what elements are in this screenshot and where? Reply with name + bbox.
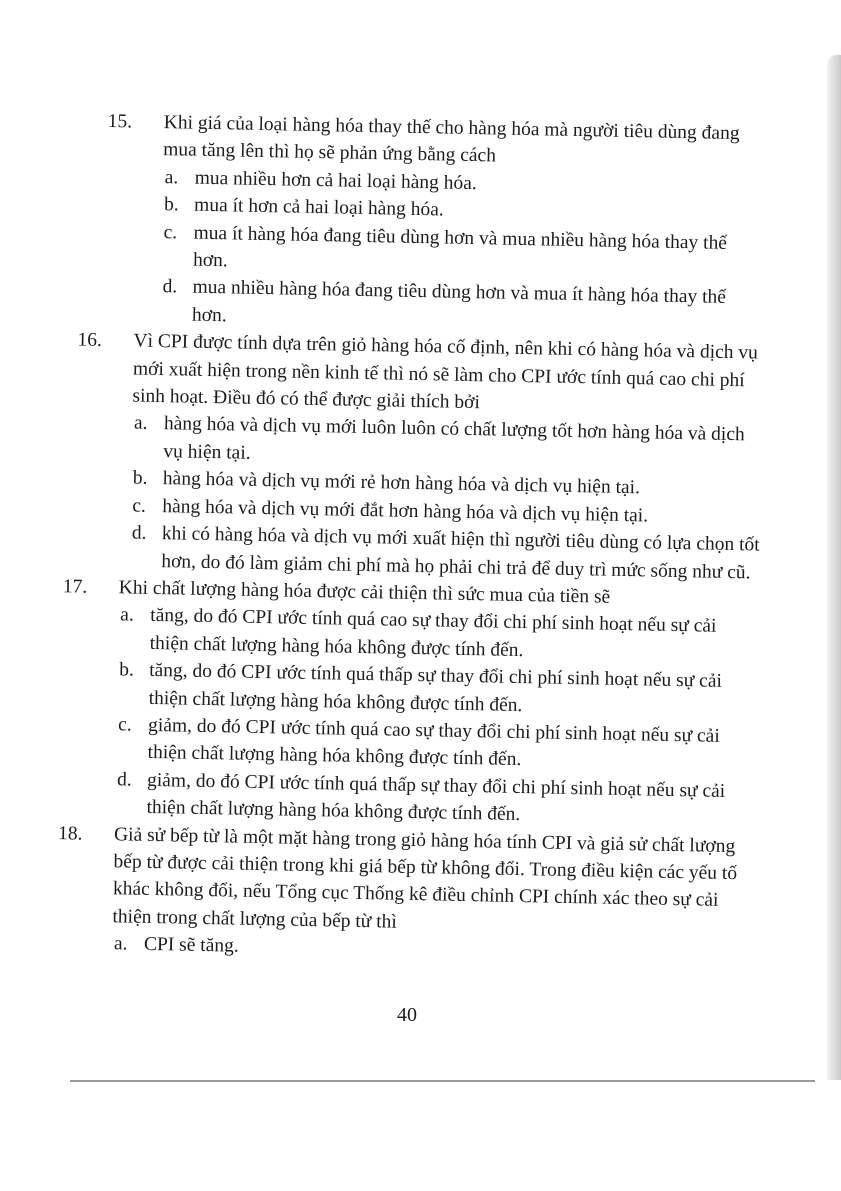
- option-text: khi có hàng hóa và dịch vụ mới xuất hiện thì người tiêu dùng có lựa chọn tốt hơn, do đó làm giảm chi phí mà họ phải chi trả để duy trì mức sống như cũ.: [161, 523, 760, 583]
- question-stem: Khi giá của loại hàng hóa thay thế cho hàng hóa mà người tiêu dùng đang mua tăng lên thì họ sẽ phản ứng bằng cách: [163, 112, 740, 167]
- question-number: 16.: [77, 329, 103, 352]
- option-text: hàng hóa và dịch vụ mới luôn luôn có chất lượng tốt hơn hàng hóa và dịch vụ hiện tại.: [163, 413, 745, 464]
- question-stem: Vì CPI được tính dựa trên giỏ hàng hóa cố định, nên khi có hàng hóa và dịch vụ mới xuất hiện trong nền kinh tế thì nó sẽ làm cho CPI ước tính quá cao chi phí sinh hoạt. Điều đó có thể được giải thích bởi: [132, 330, 759, 414]
- option-label: b.: [119, 659, 135, 681]
- question-list: [57, 108, 768, 970]
- option-label: c.: [163, 221, 178, 243]
- option-text: mua ít hơn cả hai loại hàng hóa.: [193, 194, 444, 221]
- question-number: 15.: [107, 110, 133, 133]
- option-label: d.: [116, 769, 132, 791]
- option-label: b.: [163, 194, 179, 216]
- question-stem: Khi chất lượng hàng hóa được cải thiện thì sức mua của tiền sẽ: [118, 577, 611, 608]
- option-text: mua nhiều hơn cả hai loại hàng hóa.: [194, 167, 477, 194]
- option-label: c.: [117, 714, 132, 736]
- option-label: a.: [133, 413, 148, 435]
- option-text: giảm, do đó CPI ước tính quá thấp sự thay đổi chi phí sinh hoạt nếu sự cải thiện chất lượng hàng hóa không được tính đến.: [146, 769, 726, 826]
- question-15: [104, 108, 768, 340]
- option-text: mua ít hàng hóa đang tiêu dùng hơn và mua nhiều hàng hóa thay thế hơn.: [192, 222, 728, 272]
- page-bottom-edge: [70, 1080, 815, 1082]
- question-number: 17.: [62, 576, 88, 598]
- option-text: CPI sẽ tăng.: [143, 934, 239, 957]
- option-label: b.: [132, 467, 148, 490]
- option-text: hàng hóa và dịch vụ mới rẻ hơn hàng hóa và dịch vụ hiện tại.: [162, 468, 641, 499]
- question-16: [73, 327, 764, 587]
- question-17: [58, 573, 759, 833]
- page-number: 40: [397, 1004, 417, 1026]
- option-text: tăng, do đó CPI ước tính quá thấp sự thay đổi chi phí sinh hoạt nếu sự cải thiện chất lượng hàng hóa không được tính đến.: [148, 660, 723, 716]
- option-text: giảm, do đó CPI ước tính quá cao sự thay đổi chi phí sinh hoạt nếu sự cải thiện chất lượng hàng hóa không được tính đến.: [147, 714, 720, 771]
- option-text: tăng, do đó CPI ước tính quá cao sự thay đổi chi phí sinh hoạt nếu sự cải thiện chất lượng hàng hóa không được tính đến.: [149, 605, 717, 661]
- scan-page-edge-shadow: [827, 55, 841, 1080]
- option-label: d.: [162, 276, 178, 298]
- option-text: mua nhiều hàng hóa đang tiêu dùng hơn và mua ít hàng hóa thay thế hơn.: [191, 277, 727, 327]
- question-number: 18.: [57, 822, 83, 845]
- option-label: c.: [132, 495, 147, 517]
- option-label: d.: [131, 522, 147, 544]
- option-label: a.: [120, 604, 134, 626]
- option-label: a.: [164, 166, 179, 189]
- question-stem: Giả sử bếp từ là một mặt hàng trong giỏ hàng hóa tính CPI và giả sử chất lượng bếp từ được cải thiện trong khi giá bếp từ không đổi. Trong điều kiện các yếu tố khác không đổi, nếu Tổng cục Thống kê điều chỉnh CPI chính xác theo sự cải thiện trong chất lượng của bếp từ thì: [112, 823, 738, 933]
- option-label: a.: [113, 933, 128, 955]
- question-18: [56, 820, 755, 970]
- option-text: hàng hóa và dịch vụ mới đắt hơn hàng hóa và dịch vụ hiện tại.: [162, 495, 649, 527]
